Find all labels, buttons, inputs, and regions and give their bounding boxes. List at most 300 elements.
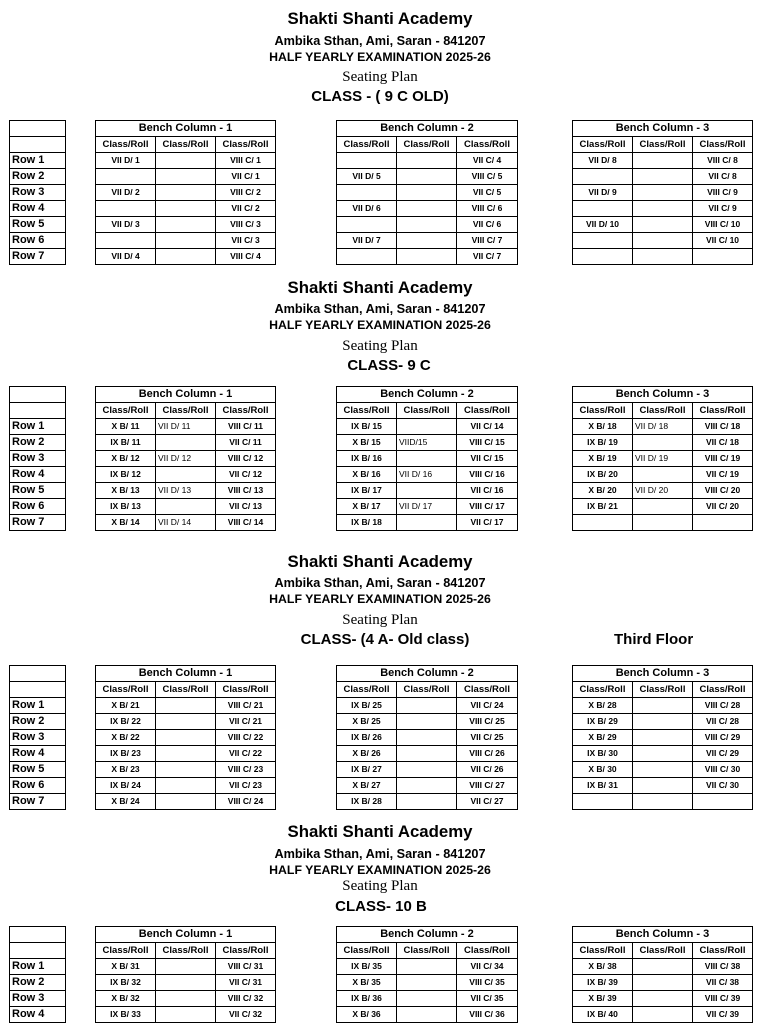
seat-cell: VIII C/ 15: [457, 435, 518, 451]
class-roll-header: Class/Roll: [693, 943, 753, 959]
seat-cell: [573, 515, 633, 531]
bench-column-title: Bench Column - 2: [337, 387, 518, 403]
seat-cell: VIII C/ 35: [457, 975, 518, 991]
seat-cell: [397, 233, 457, 249]
row-label: Row 4: [10, 746, 66, 762]
seat-cell: IX B/ 13: [96, 499, 156, 515]
blank-cell: [10, 666, 66, 682]
seat-cell: [397, 153, 457, 169]
seat-cell: IX B/ 28: [337, 794, 397, 810]
row-label: Row 2: [10, 169, 66, 185]
seat-cell: X B/ 29: [573, 730, 633, 746]
seat-cell: VII D/ 16: [397, 467, 457, 483]
seat-cell: VII C/ 15: [457, 451, 518, 467]
row-label: Row 4: [10, 201, 66, 217]
seating-plan-title: Seating Plan: [342, 612, 418, 628]
row-label: Row 6: [10, 233, 66, 249]
seat-cell: VIII C/ 20: [693, 483, 753, 499]
seat-cell: VIII C/ 9: [693, 185, 753, 201]
bench-column-title: Bench Column - 1: [96, 387, 276, 403]
seat-cell: X B/ 19: [573, 451, 633, 467]
class-title: CLASS- (4 A- Old class): [300, 631, 470, 648]
seat-cell: IX B/ 12: [96, 467, 156, 483]
seat-cell: [633, 730, 693, 746]
seat-cell: [633, 975, 693, 991]
seat-cell: X B/ 23: [96, 762, 156, 778]
class-roll-header: Class/Roll: [457, 943, 518, 959]
seat-cell: [397, 419, 457, 435]
blank-cell: [10, 943, 66, 959]
seat-cell: VIII C/ 32: [216, 991, 276, 1007]
seat-cell: VIII C/ 26: [457, 746, 518, 762]
bench-column-title: Bench Column - 3: [573, 666, 753, 682]
seat-cell: [397, 794, 457, 810]
seat-cell: IX B/ 40: [573, 1007, 633, 1023]
seat-cell: VII C/ 26: [457, 762, 518, 778]
seat-cell: [633, 169, 693, 185]
seat-cell: X B/ 35: [337, 975, 397, 991]
seat-cell: [633, 217, 693, 233]
seating-plan-title: Seating Plan: [342, 338, 418, 354]
class-roll-header: Class/Roll: [216, 403, 276, 419]
seat-cell: [156, 762, 216, 778]
bench-column-3: [572, 926, 753, 1023]
seat-cell: X B/ 38: [573, 959, 633, 975]
class-roll-header: Class/Roll: [397, 403, 457, 419]
seat-cell: IX B/ 29: [573, 714, 633, 730]
bench-column-title: Bench Column - 1: [96, 121, 276, 137]
seat-cell: [156, 185, 216, 201]
class-roll-header: Class/Roll: [457, 403, 518, 419]
seat-cell: VII C/ 2: [216, 201, 276, 217]
seat-cell: VIII C/ 22: [216, 730, 276, 746]
seat-cell: IX B/ 36: [337, 991, 397, 1007]
seat-cell: [156, 1007, 216, 1023]
class-roll-header: Class/Roll: [457, 682, 518, 698]
seat-cell: VIII C/ 30: [693, 762, 753, 778]
seat-cell: X B/ 11: [96, 419, 156, 435]
class-title: CLASS- 9 C: [347, 357, 431, 374]
seat-cell: VII C/ 16: [457, 483, 518, 499]
class-roll-header: Class/Roll: [633, 943, 693, 959]
class-roll-header: Class/Roll: [96, 403, 156, 419]
seat-cell: IX B/ 19: [573, 435, 633, 451]
seat-cell: [397, 746, 457, 762]
blank-cell: [10, 121, 66, 137]
seat-cell: VII C/ 39: [693, 1007, 753, 1023]
seat-cell: VII C/ 31: [216, 975, 276, 991]
seat-cell: IX B/ 30: [573, 746, 633, 762]
class-roll-header: Class/Roll: [693, 137, 753, 153]
seat-cell: IX B/ 24: [96, 778, 156, 794]
seat-cell: [633, 1007, 693, 1023]
seat-cell: [693, 794, 753, 810]
seat-cell: [633, 499, 693, 515]
seat-cell: VII D/ 3: [96, 217, 156, 233]
seat-cell: [156, 499, 216, 515]
row-label: Row 6: [10, 778, 66, 794]
seat-cell: VII C/ 8: [693, 169, 753, 185]
class-roll-header: Class/Roll: [633, 682, 693, 698]
seat-cell: IX B/ 11: [96, 435, 156, 451]
bench-column-title: Bench Column - 1: [96, 666, 276, 682]
seat-cell: VIII C/ 3: [216, 217, 276, 233]
bench-column-1: [95, 665, 276, 810]
seat-cell: VII D/ 18: [633, 419, 693, 435]
seat-cell: X B/ 18: [573, 419, 633, 435]
bench-column-1: [95, 386, 276, 531]
seat-cell: [397, 714, 457, 730]
class-roll-header: Class/Roll: [337, 137, 397, 153]
seat-cell: VII D/ 12: [156, 451, 216, 467]
seat-cell: VII C/ 9: [693, 201, 753, 217]
seat-cell: [397, 201, 457, 217]
seat-cell: VIII C/ 21: [216, 698, 276, 714]
seat-cell: [397, 975, 457, 991]
seat-cell: IX B/ 33: [96, 1007, 156, 1023]
seat-cell: VII C/ 34: [457, 959, 518, 975]
class-roll-header: Class/Roll: [397, 137, 457, 153]
seat-cell: [633, 698, 693, 714]
seat-cell: [573, 794, 633, 810]
seat-cell: [337, 153, 397, 169]
seat-cell: IX B/ 27: [337, 762, 397, 778]
seat-cell: VIII C/ 8: [693, 153, 753, 169]
row-label: Row 3: [10, 185, 66, 201]
seat-cell: VII D/ 4: [96, 249, 156, 265]
seat-cell: VIII C/ 24: [216, 794, 276, 810]
seat-cell: [573, 169, 633, 185]
seat-cell: X B/ 21: [96, 698, 156, 714]
seat-cell: VIII C/ 11: [216, 419, 276, 435]
seat-cell: X B/ 26: [337, 746, 397, 762]
seat-cell: VII D/ 9: [573, 185, 633, 201]
blank-cell: [10, 137, 66, 153]
seat-cell: [96, 201, 156, 217]
seat-cell: [156, 467, 216, 483]
seat-cell: VIII C/ 23: [216, 762, 276, 778]
row-label: Row 2: [10, 435, 66, 451]
seat-cell: VII C/ 30: [693, 778, 753, 794]
seat-cell: [156, 778, 216, 794]
seat-cell: VIII C/ 14: [216, 515, 276, 531]
class-roll-header: Class/Roll: [337, 943, 397, 959]
seat-cell: VII C/ 1: [216, 169, 276, 185]
seat-cell: VIII C/ 12: [216, 451, 276, 467]
seat-cell: VII C/ 32: [216, 1007, 276, 1023]
seat-cell: [633, 778, 693, 794]
seat-cell: [156, 201, 216, 217]
seat-cell: VIII C/ 39: [693, 991, 753, 1007]
seat-cell: [397, 959, 457, 975]
school-name: Shakti Shanti Academy: [287, 822, 473, 841]
seat-cell: [156, 746, 216, 762]
bench-column-2: [336, 386, 518, 531]
seat-cell: VII D/ 1: [96, 153, 156, 169]
class-roll-header: Class/Roll: [573, 403, 633, 419]
seat-cell: VIII C/ 4: [216, 249, 276, 265]
seat-cell: IX B/ 32: [96, 975, 156, 991]
exam-title: HALF YEARLY EXAMINATION 2025-26: [269, 592, 491, 606]
school-address: Ambika Sthan, Ami, Saran - 841207: [274, 576, 486, 590]
seat-cell: VII D/ 13: [156, 483, 216, 499]
row-label: Row 5: [10, 762, 66, 778]
seat-cell: [573, 233, 633, 249]
bench-column-3: [572, 120, 753, 265]
seat-cell: [156, 730, 216, 746]
seat-cell: VII D/ 17: [397, 499, 457, 515]
seat-cell: [156, 249, 216, 265]
seat-cell: [156, 991, 216, 1007]
class-roll-header: Class/Roll: [573, 682, 633, 698]
seat-cell: VIII C/ 18: [693, 419, 753, 435]
seat-cell: [337, 217, 397, 233]
seating-plan-title: Seating Plan: [342, 69, 418, 85]
class-roll-header: Class/Roll: [633, 403, 693, 419]
seat-cell: VII C/ 12: [216, 467, 276, 483]
class-roll-header: Class/Roll: [216, 943, 276, 959]
seat-cell: VII C/ 24: [457, 698, 518, 714]
seat-cell: VII C/ 17: [457, 515, 518, 531]
seat-cell: [633, 991, 693, 1007]
row-label: Row 3: [10, 991, 66, 1007]
seat-cell: IX B/ 21: [573, 499, 633, 515]
seat-cell: VII C/ 19: [693, 467, 753, 483]
seat-cell: IX B/ 31: [573, 778, 633, 794]
seat-cell: [633, 201, 693, 217]
seat-cell: VII D/ 19: [633, 451, 693, 467]
seat-cell: VII C/ 6: [457, 217, 518, 233]
bench-column-title: Bench Column - 2: [337, 927, 518, 943]
seat-cell: VII C/ 23: [216, 778, 276, 794]
row-label-column: [9, 665, 66, 810]
school-name: Shakti Shanti Academy: [287, 9, 473, 28]
bench-column-2: [336, 120, 518, 265]
seat-cell: [693, 249, 753, 265]
class-roll-header: Class/Roll: [693, 403, 753, 419]
row-label: Row 1: [10, 153, 66, 169]
class-roll-header: Class/Roll: [156, 403, 216, 419]
bench-column-3: [572, 665, 753, 810]
blank-cell: [10, 927, 66, 943]
seat-cell: VII C/ 21: [216, 714, 276, 730]
class-title: CLASS - ( 9 C OLD): [311, 88, 449, 105]
seat-cell: X B/ 16: [337, 467, 397, 483]
seat-cell: [573, 249, 633, 265]
seat-cell: [397, 451, 457, 467]
seat-cell: VIII C/ 13: [216, 483, 276, 499]
seat-cell: IX B/ 15: [337, 419, 397, 435]
bench-column-title: Bench Column - 3: [573, 927, 753, 943]
blank-cell: [10, 682, 66, 698]
row-label: Row 7: [10, 249, 66, 265]
seat-cell: [397, 217, 457, 233]
seat-cell: IX B/ 20: [573, 467, 633, 483]
bench-column-title: Bench Column - 3: [573, 121, 753, 137]
seat-cell: [633, 746, 693, 762]
school-name: Shakti Shanti Academy: [287, 552, 473, 571]
class-roll-header: Class/Roll: [96, 137, 156, 153]
seat-cell: VIII C/ 6: [457, 201, 518, 217]
class-roll-header: Class/Roll: [397, 943, 457, 959]
seat-cell: [337, 185, 397, 201]
seat-cell: VII C/ 13: [216, 499, 276, 515]
seat-cell: IX B/ 26: [337, 730, 397, 746]
seat-cell: VIII C/ 16: [457, 467, 518, 483]
seat-cell: VII C/ 27: [457, 794, 518, 810]
seat-cell: VII C/ 5: [457, 185, 518, 201]
seat-cell: [156, 698, 216, 714]
seat-cell: X B/ 27: [337, 778, 397, 794]
seat-cell: VIID/15: [397, 435, 457, 451]
seat-cell: X B/ 20: [573, 483, 633, 499]
class-roll-header: Class/Roll: [96, 682, 156, 698]
seat-cell: IX B/ 18: [337, 515, 397, 531]
seat-cell: X B/ 22: [96, 730, 156, 746]
row-label: Row 7: [10, 794, 66, 810]
row-label: Row 4: [10, 1007, 66, 1023]
seat-cell: [633, 249, 693, 265]
seat-cell: [633, 467, 693, 483]
seat-cell: IX B/ 22: [96, 714, 156, 730]
seat-cell: VII C/ 3: [216, 233, 276, 249]
seat-cell: VIII C/ 28: [693, 698, 753, 714]
bench-column-title: Bench Column - 3: [573, 387, 753, 403]
seat-cell: [397, 515, 457, 531]
seat-cell: VIII C/ 1: [216, 153, 276, 169]
seat-cell: VII C/ 11: [216, 435, 276, 451]
bench-column-title: Bench Column - 2: [337, 121, 518, 137]
seat-cell: [96, 233, 156, 249]
seat-cell: VIII C/ 31: [216, 959, 276, 975]
seat-cell: [633, 959, 693, 975]
seat-cell: [633, 185, 693, 201]
row-label-column: [9, 386, 66, 531]
seat-cell: [156, 153, 216, 169]
class-roll-header: Class/Roll: [156, 943, 216, 959]
seat-cell: VII D/ 5: [337, 169, 397, 185]
seat-cell: [397, 1007, 457, 1023]
class-roll-header: Class/Roll: [156, 682, 216, 698]
seat-cell: VIII C/ 29: [693, 730, 753, 746]
row-label: Row 2: [10, 975, 66, 991]
seat-cell: [397, 483, 457, 499]
seat-cell: VII D/ 11: [156, 419, 216, 435]
exam-title: HALF YEARLY EXAMINATION 2025-26: [269, 318, 491, 332]
class-roll-header: Class/Roll: [457, 137, 518, 153]
seat-cell: [397, 991, 457, 1007]
seat-cell: [156, 169, 216, 185]
class-roll-header: Class/Roll: [216, 682, 276, 698]
seat-cell: [156, 233, 216, 249]
seat-cell: VIII C/ 7: [457, 233, 518, 249]
seat-cell: IX B/ 17: [337, 483, 397, 499]
seat-cell: VIII C/ 36: [457, 1007, 518, 1023]
seat-cell: VIII C/ 10: [693, 217, 753, 233]
seat-cell: [156, 714, 216, 730]
row-label: Row 4: [10, 467, 66, 483]
school-address: Ambika Sthan, Ami, Saran - 841207: [274, 34, 486, 48]
seat-cell: X B/ 39: [573, 991, 633, 1007]
seat-cell: X B/ 14: [96, 515, 156, 531]
seat-cell: VIII C/ 38: [693, 959, 753, 975]
seat-cell: [156, 217, 216, 233]
seat-cell: VIII C/ 19: [693, 451, 753, 467]
school-name: Shakti Shanti Academy: [287, 278, 473, 297]
seat-cell: X B/ 31: [96, 959, 156, 975]
seat-cell: VIII C/ 25: [457, 714, 518, 730]
seat-cell: [397, 762, 457, 778]
blank-cell: [10, 403, 66, 419]
seat-cell: VII C/ 20: [693, 499, 753, 515]
seat-cell: VII C/ 18: [693, 435, 753, 451]
seat-cell: [96, 169, 156, 185]
seat-cell: VII C/ 10: [693, 233, 753, 249]
class-roll-header: Class/Roll: [337, 682, 397, 698]
row-label: Row 3: [10, 730, 66, 746]
seat-cell: VII D/ 20: [633, 483, 693, 499]
seat-cell: [633, 435, 693, 451]
row-label: Row 1: [10, 959, 66, 975]
seat-cell: [156, 959, 216, 975]
seat-cell: VIII C/ 17: [457, 499, 518, 515]
seat-cell: VII C/ 7: [457, 249, 518, 265]
class-roll-header: Class/Roll: [693, 682, 753, 698]
bench-column-title: Bench Column - 1: [96, 927, 276, 943]
seat-cell: [633, 762, 693, 778]
seat-cell: VIII C/ 2: [216, 185, 276, 201]
seat-cell: VII C/ 28: [693, 714, 753, 730]
class-roll-header: Class/Roll: [156, 137, 216, 153]
seat-cell: IX B/ 16: [337, 451, 397, 467]
bench-column-1: [95, 120, 276, 265]
class-roll-header: Class/Roll: [96, 943, 156, 959]
seat-cell: IX B/ 23: [96, 746, 156, 762]
seat-cell: X B/ 15: [337, 435, 397, 451]
seat-cell: IX B/ 35: [337, 959, 397, 975]
row-label: Row 5: [10, 483, 66, 499]
seat-cell: VII C/ 14: [457, 419, 518, 435]
seat-cell: [156, 794, 216, 810]
bench-column-2: [336, 665, 518, 810]
seat-cell: X B/ 24: [96, 794, 156, 810]
seat-cell: [156, 435, 216, 451]
seat-cell: IX B/ 39: [573, 975, 633, 991]
seat-cell: [633, 714, 693, 730]
school-address: Ambika Sthan, Ami, Saran - 841207: [274, 847, 486, 861]
row-label: Row 5: [10, 217, 66, 233]
class-title: CLASS- 10 B: [335, 898, 427, 915]
seat-cell: VII C/ 38: [693, 975, 753, 991]
seat-cell: X B/ 30: [573, 762, 633, 778]
seat-cell: VII D/ 2: [96, 185, 156, 201]
exam-title: HALF YEARLY EXAMINATION 2025-26: [269, 863, 491, 877]
seat-cell: X B/ 36: [337, 1007, 397, 1023]
seat-cell: [397, 185, 457, 201]
bench-column-2: [336, 926, 518, 1023]
floor-label: Third Floor: [614, 631, 694, 648]
seating-plan-title: Seating Plan: [342, 878, 418, 894]
seat-cell: VII C/ 4: [457, 153, 518, 169]
seat-cell: VII C/ 35: [457, 991, 518, 1007]
seat-cell: VIII C/ 5: [457, 169, 518, 185]
row-label: Row 2: [10, 714, 66, 730]
seat-cell: VII D/ 7: [337, 233, 397, 249]
seat-cell: [633, 153, 693, 169]
row-label-column: [9, 926, 66, 1023]
seat-cell: [337, 249, 397, 265]
school-address: Ambika Sthan, Ami, Saran - 841207: [274, 302, 486, 316]
